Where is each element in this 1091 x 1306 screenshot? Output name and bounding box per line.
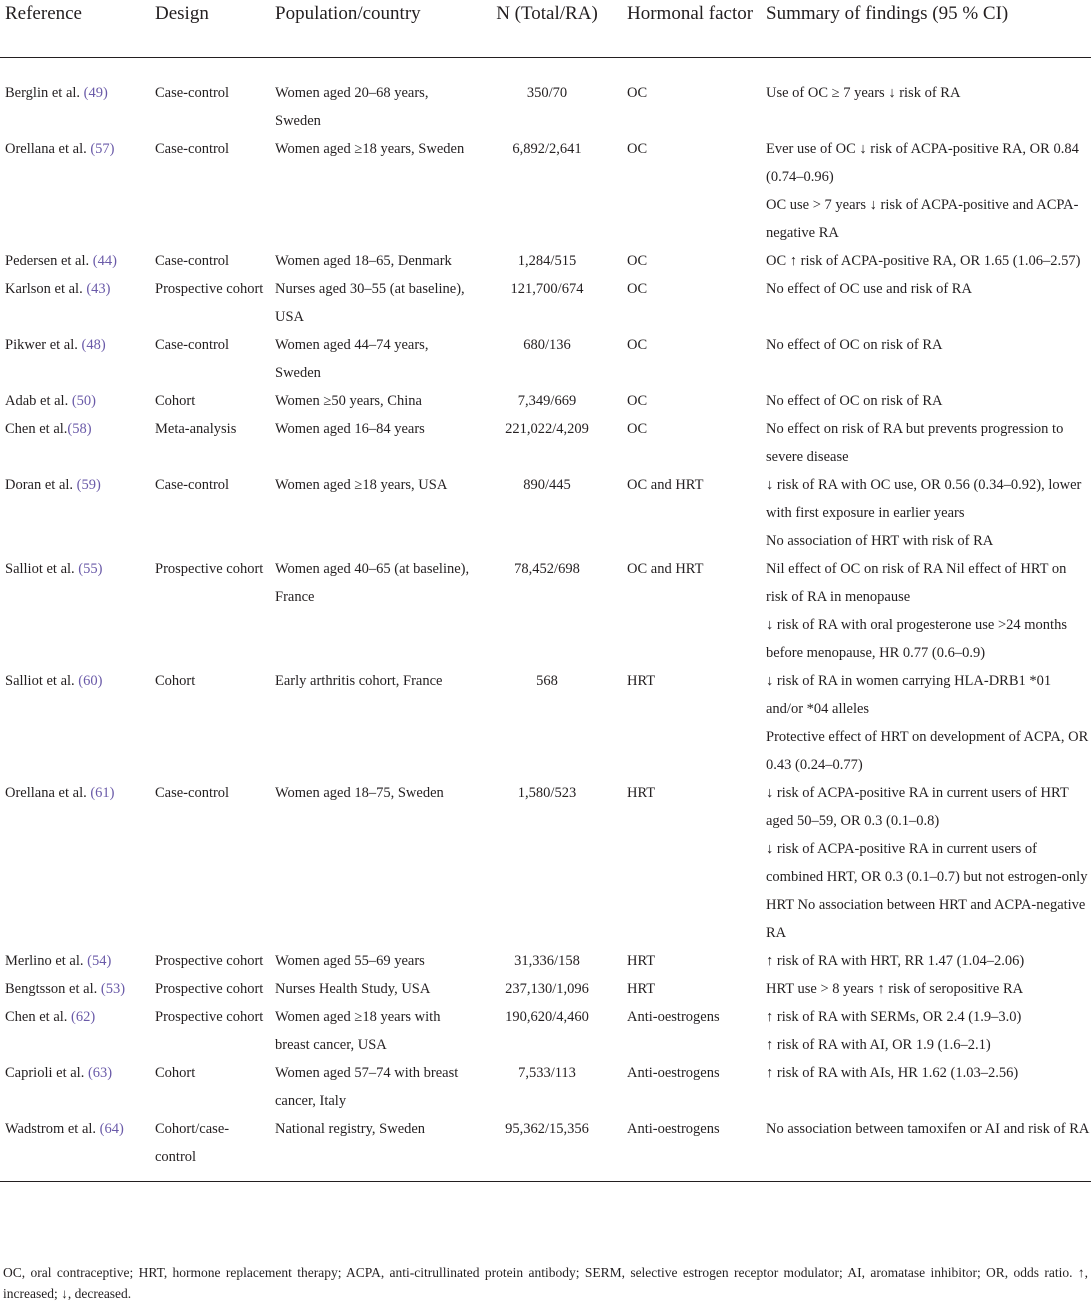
cell-hormonal-factor: OC [627, 420, 648, 437]
cell-reference [0, 275, 150, 331]
cell-population: Nurses Health Study, USA [275, 980, 431, 997]
reference-link[interactable]: (53) [100, 980, 126, 997]
reference-link[interactable]: (43) [86, 280, 111, 297]
table-row [0, 947, 1091, 975]
cell-design: Cohort [155, 392, 196, 409]
finding-text: Ever use of OC ↓ risk of ACPA-positive RA, OR 0.84 (0.74–0.96) [766, 140, 1079, 185]
cell-n-total-ra: 1,580/523 [517, 784, 577, 801]
cell-findings [761, 57, 1091, 135]
table-row [0, 387, 1091, 415]
reference-link[interactable]: (50) [71, 392, 97, 409]
cell-hormonal-factor: HRT [627, 672, 656, 689]
table-row [0, 1003, 1091, 1059]
table-row [0, 275, 1091, 331]
cell-findings [761, 135, 1091, 247]
cell-design: Case-control [155, 336, 230, 353]
reference-author: Pedersen et al. [5, 252, 90, 269]
cell-hormonal-factor: OC [627, 336, 648, 353]
reference-link[interactable]: (63) [87, 1064, 113, 1081]
cell-population: National registry, Sweden [270, 1115, 472, 1182]
cell-reference [0, 471, 150, 555]
finding-text: ↑ risk of RA with AI, OR 1.9 (1.6–2.1) [766, 1036, 991, 1053]
cell-reference [0, 415, 150, 471]
finding-text: ↓ risk of RA with OC use, OR 0.56 (0.34–0.92), lower with first exposure in earlier years [766, 476, 1082, 521]
cell-reference [0, 947, 150, 975]
cell-n-total-ra: 350/70 [526, 84, 568, 101]
table-row [0, 667, 1091, 779]
cell-n-total-ra: 568 [536, 672, 558, 689]
reference-link[interactable]: (59) [76, 476, 101, 493]
reference-author: Doran et al. [5, 476, 74, 493]
reference-link[interactable]: (62) [71, 1008, 96, 1025]
cell-findings [761, 1059, 1091, 1115]
cell-findings [761, 275, 1091, 331]
cell-reference [0, 1003, 150, 1059]
reference-author: Salliot et al. [5, 672, 75, 689]
cell-population: Women aged 18–65, Denmark [275, 252, 452, 269]
table-footnote: OC, oral contraceptive; HRT, hormone replacement therapy; ACPA, anti-citrullinated protein antibody; SERM, selective estrogen receptor modulator; AI, aromatase inhibitor; OR, odds ratio. ↑, increased; ↓, decreased. [3, 1265, 1088, 1301]
cell-n-total-ra: 95,362/15,356 [472, 1115, 622, 1182]
cell-reference [0, 387, 150, 415]
header-design: Design [150, 0, 270, 57]
cell-hormonal-factor: OC [627, 84, 648, 101]
cell-design: Cohort/case-control [150, 1115, 270, 1182]
finding-text: ↑ risk of RA with AIs, HR 1.62 (1.03–2.56) [766, 1064, 1019, 1081]
cell-design: Cohort [155, 672, 196, 689]
cell-design: Case-control [155, 476, 230, 493]
table-body [0, 57, 1091, 1181]
cell-reference [0, 1059, 150, 1115]
cell-findings [761, 667, 1091, 779]
reference-author: Bengtsson et al. [5, 980, 98, 997]
reference-link[interactable]: (60) [78, 672, 103, 689]
header-reference: Reference [0, 0, 150, 57]
table-row [0, 779, 1091, 947]
cell-population: Women aged ≥18 years, USA [275, 476, 448, 493]
reference-link[interactable]: (49) [83, 84, 108, 101]
cell-population: Women aged 20–68 years, Sweden [275, 84, 429, 129]
finding-text: No association between tamoxifen or AI and risk of RA [766, 1120, 1090, 1137]
reference-author: Berglin et al. [5, 84, 81, 101]
cell-design: Case-control [155, 252, 230, 269]
finding-text: No effect on risk of RA but prevents progression to severe disease [766, 420, 1064, 465]
reference-author: Wadstrom et al. [5, 1120, 97, 1137]
reference-link[interactable]: (57) [90, 140, 115, 157]
cell-design: Prospective cohort [155, 980, 264, 997]
finding-text: ↓ risk of ACPA-positive RA in current users of combined HRT, OR 0.3 (0.1–0.7) but not estrogen-only HRT No association between HRT and ACPA-negative RA [766, 840, 1088, 941]
cell-reference [0, 247, 150, 275]
cell-hormonal-factor: OC [627, 392, 648, 409]
finding-text: HRT use > 8 years ↑ risk of seropositive RA [766, 980, 1024, 997]
reference-author: Chen et al. [5, 420, 68, 437]
reference-author: Adab et al. [5, 392, 69, 409]
finding-text: OC use > 7 years ↓ risk of ACPA-positive and ACPA-negative RA [766, 196, 1079, 241]
cell-reference [0, 779, 150, 947]
reference-link[interactable]: (55) [78, 560, 103, 577]
cell-findings [761, 415, 1091, 471]
reference-link[interactable]: (54) [87, 952, 112, 969]
cell-n-total-ra: 680/136 [523, 336, 571, 353]
cell-findings [761, 471, 1091, 555]
cell-n-total-ra: 890/445 [523, 476, 571, 493]
cell-population: Women aged 16–84 years [275, 420, 425, 437]
cell-design: Prospective cohort [155, 560, 264, 577]
reference-link[interactable]: (64) [99, 1120, 124, 1137]
cell-hormonal-factor: Anti-oestrogens [622, 1115, 761, 1182]
table-header [0, 0, 1091, 57]
cell-population: Women aged 55–69 years [275, 952, 425, 969]
cell-findings [761, 331, 1091, 387]
cell-reference [0, 555, 150, 667]
finding-text: ↓ risk of RA with oral progesterone use >24 months before menopause, HR 0.77 (0.6–0.9) [766, 616, 1067, 661]
cell-n-total-ra: 31,336/158 [514, 952, 580, 969]
table-row [0, 975, 1091, 1003]
cell-n-total-ra: 6,892/2,641 [512, 140, 582, 157]
table-row [0, 57, 1091, 135]
table-row [0, 331, 1091, 387]
finding-text: No effect of OC use and risk of RA [766, 280, 972, 297]
cell-design: Prospective cohort [155, 280, 264, 297]
cell-findings [761, 779, 1091, 947]
cell-findings [761, 1115, 1091, 1182]
cell-design: Case-control [155, 84, 230, 101]
table-row [0, 415, 1091, 471]
finding-text: ↑ risk of RA with SERMs, OR 2.4 (1.9–3.0) [766, 1008, 1022, 1025]
cell-population: Women aged 40–65 (at baseline), France [275, 560, 470, 605]
table-row [0, 135, 1091, 247]
reference-link[interactable]: (61) [90, 784, 115, 801]
cell-population: Women aged 57–74 with breast cancer, Italy [275, 1064, 459, 1109]
cell-design: Prospective cohort [155, 1008, 264, 1025]
cell-reference [0, 331, 150, 387]
cell-n-total-ra: 221,022/4,209 [505, 420, 589, 437]
cell-population: Women aged ≥18 years, Sweden [275, 140, 465, 157]
cell-design: Case-control [155, 784, 230, 801]
table-row [0, 471, 1091, 555]
table-row [0, 247, 1091, 275]
cell-n-total-ra: 237,130/1,096 [505, 980, 589, 997]
cell-population: Early arthritis cohort, France [275, 672, 443, 689]
reference-author: Orellana et al. [5, 784, 87, 801]
reference-link[interactable]: (48) [81, 336, 106, 353]
cell-reference [0, 975, 150, 1003]
cell-hormonal-factor: OC and HRT [627, 560, 704, 577]
header-n: N (Total/RA) [472, 0, 622, 57]
table-row [0, 1059, 1091, 1115]
cell-findings [761, 247, 1091, 275]
cell-hormonal-factor: OC [627, 280, 648, 297]
cell-findings [761, 947, 1091, 975]
cell-n-total-ra: 1,284/515 [517, 252, 577, 269]
cell-reference [0, 667, 150, 779]
finding-text: Nil effect of OC on risk of RA Nil effect of HRT on risk of RA in menopause [766, 560, 1067, 605]
cell-n-total-ra: 7,533/113 [518, 1064, 576, 1081]
reference-link[interactable]: (58) [67, 420, 92, 437]
cell-hormonal-factor: OC [627, 252, 648, 269]
cell-reference [0, 57, 150, 135]
cell-findings [761, 387, 1091, 415]
header-hormonal-factor: Hormonal factor [622, 0, 761, 57]
reference-author: Orellana et al. [5, 140, 87, 157]
header-findings: Summary of findings (95 % CI) [761, 0, 1091, 57]
cell-hormonal-factor: Anti-oestrogens [627, 1064, 720, 1081]
finding-text: ↑ risk of RA with HRT, RR 1.47 (1.04–2.06) [766, 952, 1025, 969]
finding-text: Use of OC ≥ 7 years ↓ risk of RA [766, 84, 961, 101]
table-row [0, 1115, 1091, 1182]
finding-text: ↓ risk of ACPA-positive RA in current users of HRT aged 50–59, OR 0.3 (0.1–0.8) [766, 784, 1069, 829]
cell-hormonal-factor: HRT [627, 784, 656, 801]
cell-hormonal-factor: HRT [627, 952, 656, 969]
finding-text: No association of HRT with risk of RA [766, 532, 994, 549]
cell-hormonal-factor: HRT [627, 980, 656, 997]
cell-population: Nurses aged 30–55 (at baseline), USA [275, 280, 465, 325]
finding-text: OC ↑ risk of ACPA-positive RA, OR 1.65 (1.06–2.57) [766, 252, 1081, 269]
reference-author: Merlino et al. [5, 952, 84, 969]
cell-design: Case-control [155, 140, 230, 157]
cell-findings [761, 1003, 1091, 1059]
cell-design: Meta-analysis [155, 420, 237, 437]
cell-findings [761, 975, 1091, 1003]
cell-hormonal-factor: OC [627, 140, 648, 157]
finding-text: No effect of OC on risk of RA [766, 392, 943, 409]
cell-population: Women aged ≥18 years with breast cancer, USA [275, 1008, 441, 1053]
reference-author: Salliot et al. [5, 560, 75, 577]
finding-text: No effect of OC on risk of RA [766, 336, 943, 353]
cell-hormonal-factor: Anti-oestrogens [627, 1008, 720, 1025]
cell-n-total-ra: 78,452/698 [514, 560, 580, 577]
cell-population: Women aged 18–75, Sweden [275, 784, 444, 801]
reference-author: Pikwer et al. [5, 336, 78, 353]
finding-text: Protective effect of HRT on development of ACPA, OR 0.43 (0.24–0.77) [766, 728, 1089, 773]
finding-text: ↓ risk of RA in women carrying HLA-DRB1 *01 and/or *04 alleles [766, 672, 1052, 717]
cell-hormonal-factor: OC and HRT [627, 476, 704, 493]
cell-n-total-ra: 7,349/669 [517, 392, 577, 409]
reference-link[interactable]: (44) [92, 252, 117, 269]
cell-n-total-ra: 190,620/4,460 [505, 1008, 589, 1025]
table-row [0, 555, 1091, 667]
reference-author: Caprioli et al. [5, 1064, 85, 1081]
cell-reference [0, 135, 150, 247]
cell-design: Cohort [155, 1064, 196, 1081]
cell-reference [0, 1115, 150, 1182]
cell-findings [761, 555, 1091, 667]
reference-author: Karlson et al. [5, 280, 83, 297]
cell-population: Women ≥50 years, China [275, 392, 422, 409]
cell-population: Women aged 44–74 years, Sweden [275, 336, 429, 381]
cell-n-total-ra: 121,700/674 [510, 280, 584, 297]
reference-author: Chen et al. [5, 1008, 68, 1025]
header-population: Population/country [270, 0, 472, 57]
cell-design: Prospective cohort [155, 952, 264, 969]
